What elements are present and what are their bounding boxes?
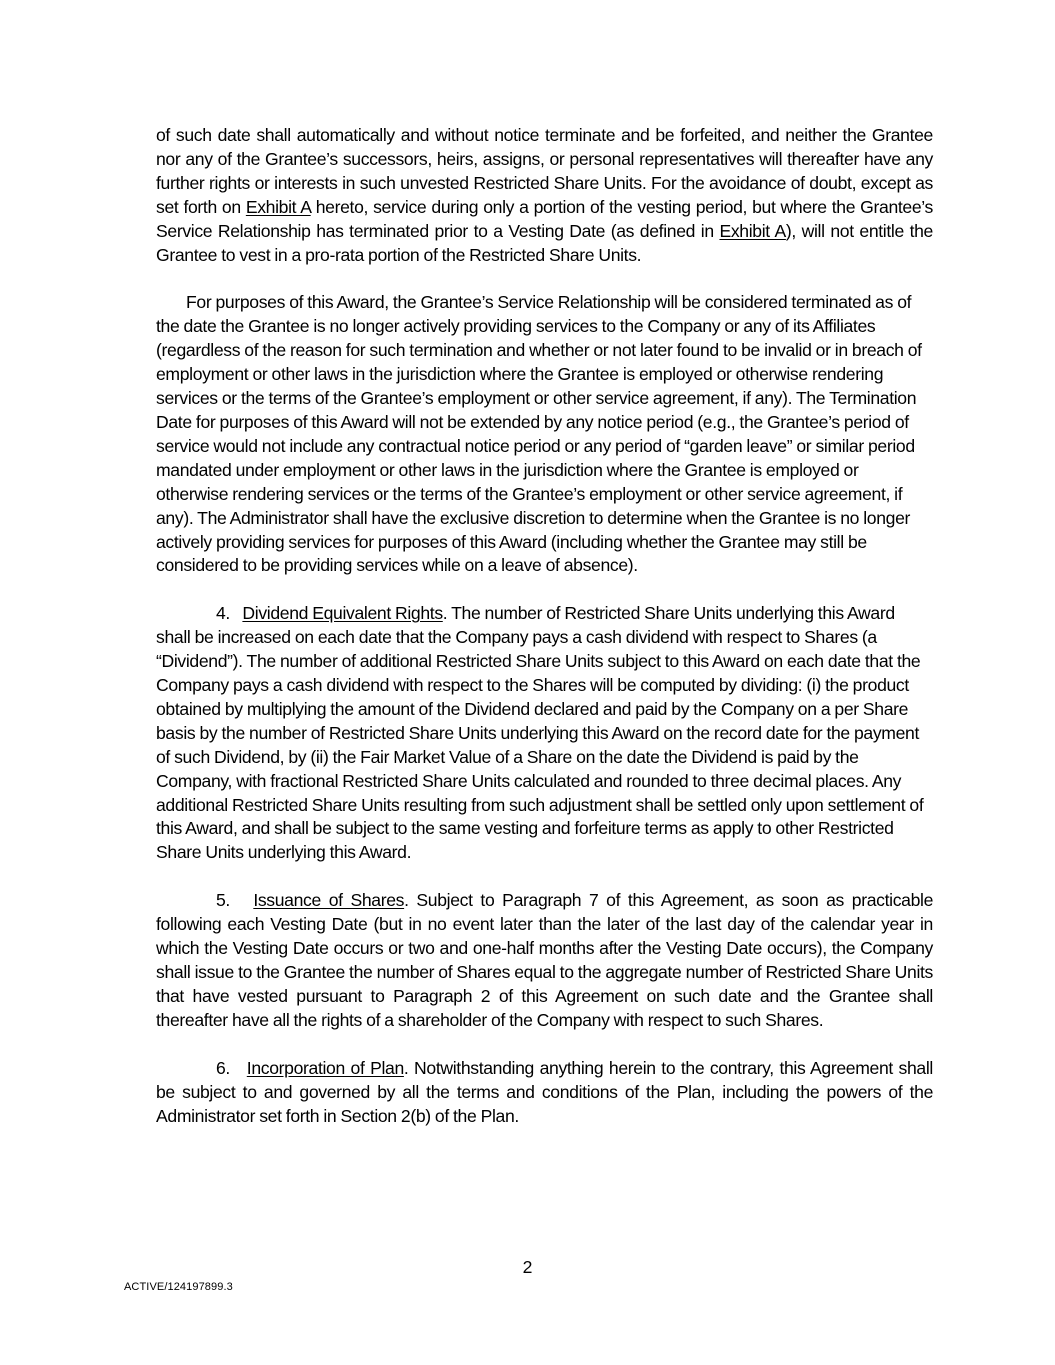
section-5-paragraph — [156, 889, 933, 1032]
continuation-paragraph — [156, 124, 933, 267]
section-4-number: 4. — [216, 603, 230, 624]
section-6-paragraph — [156, 1057, 933, 1129]
section-4-heading: Dividend Equivalent Rights — [242, 603, 443, 624]
section-6-number: 6. — [216, 1057, 230, 1078]
exhibit-a-reference: Exhibit A — [245, 196, 311, 217]
section-4-text: . The number of Restricted Share Units underlying this Award shall be increased on each date that the Company pays a cash dividend with respect to Shares (a “Dividend”). The number of additional Restricted Share Units subject to this Award on each date that the Company pays a cash dividend with respect to the Shares will be computed by dividing: (i) the product obtained by multiplying the amount of the Dividend declared and paid by the Company on a per Share basis by the number of Restricted Share Units underlying this Award on the record date for the payment of such Dividend, by (ii) the Fair Market Value of a Share on the date the Dividend is paid by the Company, with fractional Restricted Share Units calculated and rounded to three decimal places. Any additional Restricted Share Units resulting from such adjustment shall be settled only upon settlement of this Award, and shall be subject to the same vesting and forfeiture terms as apply to other Restricted Share Units underlying this Award. — [156, 603, 924, 863]
section-5-number: 5. — [216, 890, 230, 911]
exhibit-a-reference-2: Exhibit A — [719, 220, 786, 241]
section-6-text: . Notwithstanding anything herein to the contrary, this Agreement shall be subject to and governed by all the terms and conditions of the Plan, including the powers of the Administrator set forth in Section 2(b) of the Plan. — [156, 1057, 933, 1126]
document-id: ACTIVE/124197899.3 — [124, 1281, 233, 1293]
section-6-heading: Incorporation of Plan — [246, 1057, 404, 1078]
continuation-text-1: of such date shall automatically and without notice terminate and be forfeited, and neither the Grantee nor any of the Grantee’s successors, heirs, assigns, or personal representatives will thereafter have any further rights or interests in such unvested Restricted Share Units. For the avoidance of doubt, except as set forth on — [156, 125, 933, 217]
section-4-paragraph — [156, 602, 933, 865]
page-number: 2 — [522, 1257, 533, 1277]
section-5-heading: Issuance of Shares — [253, 890, 405, 911]
document-body — [156, 124, 933, 1152]
continuation-text-3: ), will not entitle the Grantee to vest in a pro-rata portion of the Restricted Share Units. — [156, 220, 933, 265]
section-5-text: . Subject to Paragraph 7 of this Agreement, as soon as practicable following each Vesting Date (but in no event later than the later of the last day of the calendar year in which the Vesting Date occurs or two and one-half months after the Vesting Date occurs), the Company shall issue to the Grantee the number of Shares equal to the aggregate number of Restricted Share Units that have vested pursuant to Paragraph 2 of this Agreement on such date and the Grantee shall thereafter have all the rights of a shareholder of the Company with respect to such Shares. — [156, 890, 934, 1030]
continuation-text-2: hereto, service during only a portion of the vesting period, but where the Grantee’s Service Relationship has terminated prior to a Vesting Date (as defined in — [156, 196, 933, 241]
termination-paragraph: For purposes of this Award, the Grantee’s Service Relationship will be considered terminated as of the date the Grantee is no longer actively providing services to the Company or any of its Affiliates (regardless of the reason for such termination and whether or not later found to be invalid or in breach of employment or other laws in the jurisdiction where the Grantee is employed or otherwise rendering services or the terms of the Grantee’s employment or other service agreement, if any). The Termination Date for purposes of this Award will not be extended by any notice period (e.g., the Grantee’s period of service would not include any contractual notice period or any period of “garden leave” or similar period mandated under employment or other laws in the jurisdiction where the Grantee is employed or otherwise rendering services or the terms of the Grantee’s employment or other service agreement, if any). The Administrator shall have the exclusive discretion to determine when the Grantee is no longer actively providing services for purposes of this Award (including whether the Grantee may still be considered to be providing services while on a leave of absence). — [156, 292, 922, 576]
